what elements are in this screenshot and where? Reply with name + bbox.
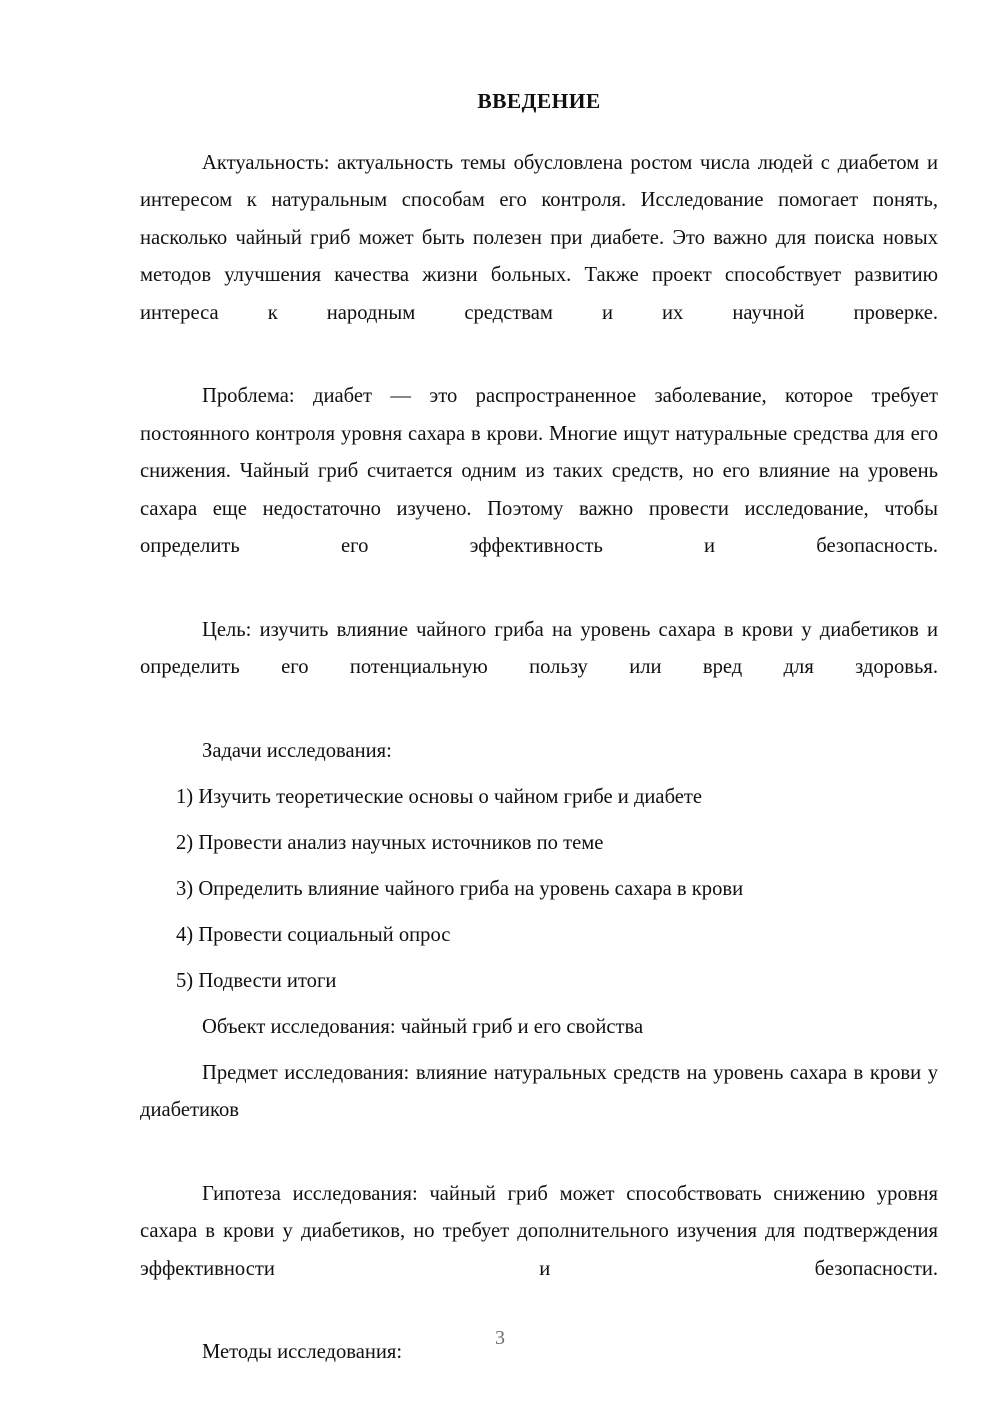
list-item [140, 917, 938, 955]
list-item-number: 2) [176, 831, 199, 854]
paragraph-tasks-label: Задачи исследования: [202, 739, 392, 762]
document-content [140, 88, 938, 1380]
list-item-label: Изучить теоретические основы о чайном грибе и диабете [198, 785, 703, 808]
list-item [140, 779, 938, 817]
list-item [140, 825, 938, 863]
list-item-number: 3) [176, 877, 199, 900]
list-item-label: Провести социальный опрос [198, 923, 451, 946]
paragraph-goal: Цель: изучить влияние чайного гриба на уровень сахара в крови у диабетиков и определить его потенциальную пользу или вред для здоровья. [140, 618, 938, 679]
list-item-number: 5) [176, 969, 199, 992]
paragraph-hypothesis: Гипотеза исследования: чайный гриб может способствовать снижению уровня сахара в крови у диабетиков, но требует дополнительного изучения для подтверждения эффективности и безопасности. [140, 1182, 938, 1280]
list-item-label: Подвести итоги [198, 969, 337, 992]
paragraph-methods-label: Методы исследования: [202, 1341, 403, 1364]
list-item [140, 963, 938, 1001]
page-number: 3 [495, 1327, 505, 1349]
list-item-number: 1) [176, 785, 199, 808]
paragraph-problem: Проблема: диабет — это распространенное заболевание, которое требует постоянного контроля уровня сахара в крови. Многие ищут натуральные средства для его снижения. Чайный гриб считается одним из таких средств, но его влияние на уровень сахара еще недостаточно изучено. Поэтому важно провести исследование, чтобы определить его эффективность и безопасность. [140, 385, 938, 558]
page-title: ВВЕДЕНИЕ [477, 89, 601, 113]
list-item-label: Провести анализ научных источников по теме [198, 831, 604, 854]
list-item-number: 4) [176, 923, 199, 946]
tasks-list [140, 779, 938, 1001]
paragraph-subject: Предмет исследования: влияние натуральных средств на уровень сахара в крови у диабетиков [140, 1061, 938, 1122]
list-item-label: Определить влияние чайного гриба на уровень сахара в крови [198, 877, 744, 900]
list-item [140, 871, 938, 909]
paragraph-relevance: Актуальность: актуальность темы обусловлена ростом числа людей с диабетом и интересом к натуральным способам его контроля. Исследование помогает понять, насколько чайный гриб может быть полезен при диабете. Это важно для поиска новых методов улучшения качества жизни больных. Также проект способствует развитию интереса к народным средствам и их научной проверке. [140, 151, 938, 324]
paragraph-object: Объект исследования: чайный гриб и его свойства [202, 1015, 644, 1038]
